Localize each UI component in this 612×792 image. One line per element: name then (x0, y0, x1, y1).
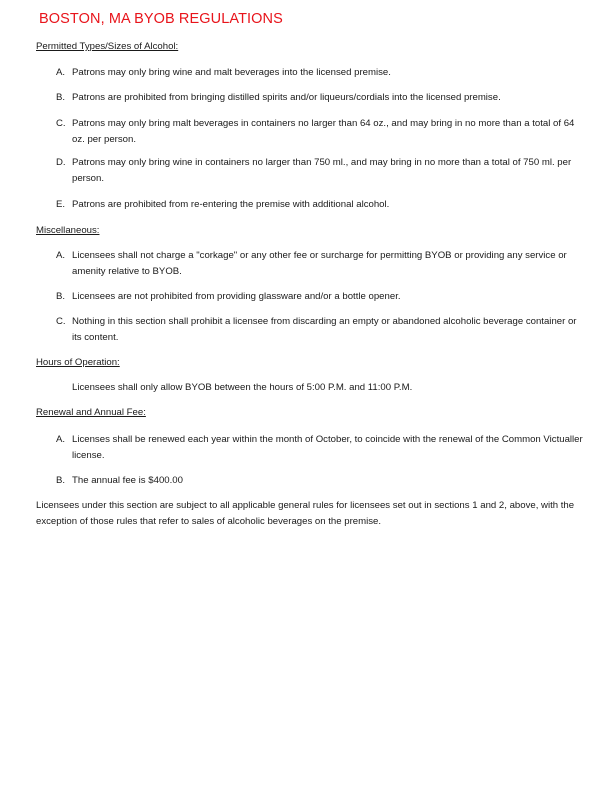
list-item-text: Patrons are prohibited from bringing distilled spirits and/or liqueurs/cordials into the licensed premise. (72, 92, 501, 103)
section-heading-permitted-types: Permitted Types/Sizes of Alcohol: (36, 41, 179, 52)
list-marker: C. (56, 118, 66, 129)
closing-paragraph: Licensees under this section are subject to all applicable general rules for licensees set out in sections 1 and 2, above, with the exception of those rules that refer to sales of alcoholic beverages on the premise. (36, 500, 575, 528)
list-marker: E. (56, 199, 66, 210)
list-item (56, 155, 586, 186)
list-item (56, 65, 586, 81)
list-item-text: Licensees shall not charge a "corkage" or any other fee or surcharge for permitting BYOB or providing any service or amenity relative to BYOB. (72, 250, 567, 277)
section-heading-miscellaneous: Miscellaneous: (36, 225, 100, 236)
list-item-text: Nothing in this section shall prohibit a licensee from discarding an empty or abandoned alcoholic beverage container or its content. (72, 316, 577, 343)
list-item (56, 90, 586, 106)
list-item-text: Licensees are not prohibited from providing glassware and/or a bottle opener. (72, 291, 401, 302)
list-marker: A. (56, 67, 66, 78)
list-item (56, 197, 586, 213)
list-item (56, 314, 586, 345)
section-heading-hours-of-operation: Hours of Operation: (36, 357, 120, 368)
list-marker: B. (56, 475, 66, 486)
list-marker: B. (56, 291, 66, 302)
hours-text: Licensees shall only allow BYOB between the hours of 5:00 P.M. and 11:00 P.M. (72, 382, 413, 393)
list-item (56, 248, 586, 279)
list-marker: C. (56, 316, 66, 327)
list-item (56, 473, 586, 489)
list-item-text: Licenses shall be renewed each year within the month of October, to coincide with the renewal of the Common Victualler license. (72, 434, 583, 461)
list-marker: A. (56, 250, 66, 261)
list-item-text: Patrons are prohibited from re-entering the premise with additional alcohol. (72, 199, 390, 210)
list-item-text: Patrons may only bring wine and malt beverages into the licensed premise. (72, 67, 391, 78)
list-item-text: The annual fee is $400.00 (72, 475, 183, 486)
list-marker: A. (56, 434, 66, 445)
list-item (56, 289, 586, 305)
list-item (56, 432, 586, 463)
list-marker: B. (56, 92, 66, 103)
document-title: BOSTON, MA BYOB REGULATIONS (39, 11, 283, 27)
list-item-text: Patrons may only bring malt beverages in containers no larger than 64 oz., and may bring in no more than a total of 64 oz. per person. (72, 118, 575, 145)
section-heading-renewal-and-annual-fee: Renewal and Annual Fee: (36, 407, 146, 418)
list-item (56, 116, 586, 147)
list-item-text: Patrons may only bring wine in containers no larger than 750 ml., and may bring in no more than a total of 750 ml. per person. (72, 157, 572, 184)
list-marker: D. (56, 157, 66, 168)
